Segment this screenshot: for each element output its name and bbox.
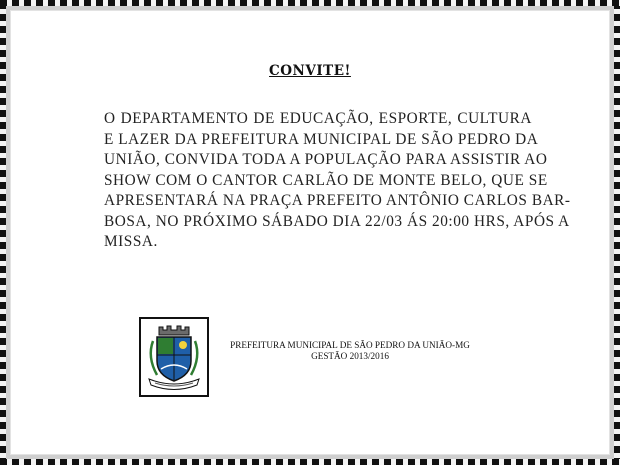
issuer-footer bbox=[219, 340, 481, 361]
body-line: O DEPARTAMENTO DE EDUCAÇÃO, ESPORTE, CULTURA bbox=[104, 110, 532, 127]
invitation-page bbox=[10, 10, 610, 455]
body-line: MISSA. bbox=[104, 233, 158, 250]
body-line: BOSA, NO PRÓXIMO SÁBADO DIA 22/03 ÁS 20:00 HRS, APÓS A bbox=[104, 212, 570, 230]
footer-issuer-name: PREFEITURA MUNICIPAL DE SÃO PEDRO DA UNIÃO-MG bbox=[230, 340, 470, 350]
body-line: UNIÃO, CONVIDA TODA A POPULAÇÃO PARA ASSISTIR AO bbox=[104, 151, 548, 168]
invitation-body bbox=[104, 109, 571, 253]
body-line: E LAZER DA PREFEITURA MUNICIPAL DE SÃO PEDRO DA bbox=[104, 130, 539, 148]
invitation-title: CONVITE! bbox=[269, 63, 351, 79]
coat-of-arms-icon bbox=[139, 317, 209, 397]
body-line: SHOW COM O CANTOR CARLÃO DE MONTE BELO, QUE SE bbox=[104, 171, 548, 189]
body-line: APRESENTARÁ NA PRAÇA PREFEITO ANTÔNIO CARLOS BAR- bbox=[104, 192, 571, 209]
footer-term: GESTÃO 2013/2016 bbox=[311, 350, 389, 361]
